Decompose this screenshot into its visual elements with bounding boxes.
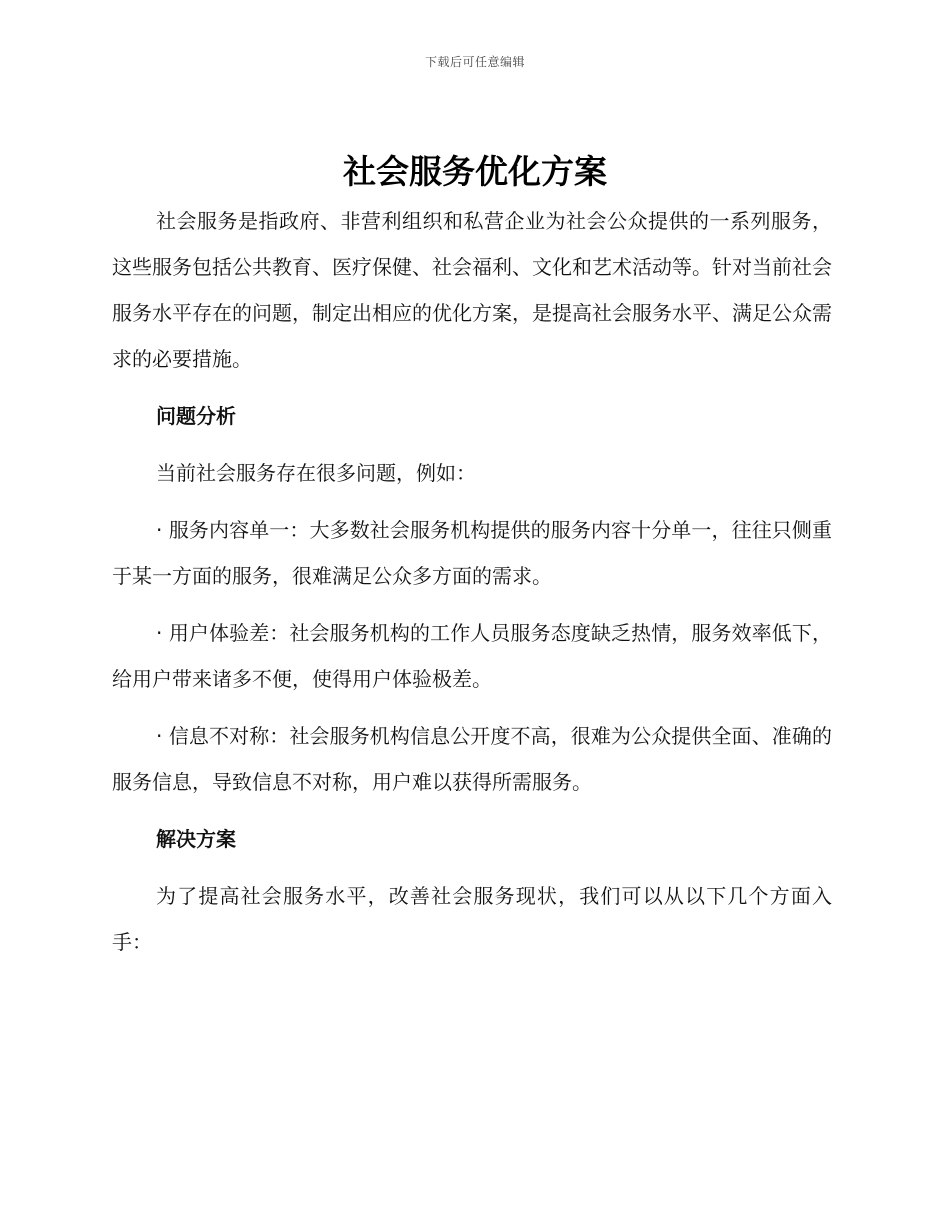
document-title: 社会服务优化方案 xyxy=(343,152,607,191)
page-header-note: 下载后可任意编辑 xyxy=(424,55,525,69)
problem-item-poor-experience: · 用户体验差：社会服务机构的工作人员服务态度缺乏热情，服务效率低下，给用户带来诸多不便，使得用户体验极差。 xyxy=(112,621,832,691)
problem-item-information-asymmetry: · 信息不对称：社会服务机构信息公开度不高，很难为公众提供全面、准确的服务信息，导致信息不对称，用户难以获得所需服务。 xyxy=(112,724,832,794)
section-heading-problem-analysis: 问题分析 xyxy=(156,404,236,428)
solution-lead-paragraph: 为了提高社会服务水平，改善社会服务现状，我们可以从以下几个方面入手： xyxy=(112,884,832,954)
document-body xyxy=(112,198,832,976)
section-heading-solutions: 解决方案 xyxy=(156,827,236,851)
problem-item-single-content: · 服务内容单一：大多数社会服务机构提供的服务内容十分单一，往往只侧重于某一方面的服务，很难满足公众多方面的需求。 xyxy=(112,518,832,588)
problem-lead-paragraph: 当前社会服务存在很多问题，例如： xyxy=(156,461,476,485)
intro-paragraph: 社会服务是指政府、非营利组织和私营企业为社会公众提供的一系列服务，这些服务包括公共教育、医疗保健、社会福利、文化和艺术活动等。针对当前社会服务水平存在的问题，制定出相应的优化方案，是提高社会服务水平、满足公众需求的必要措施。 xyxy=(112,209,832,371)
